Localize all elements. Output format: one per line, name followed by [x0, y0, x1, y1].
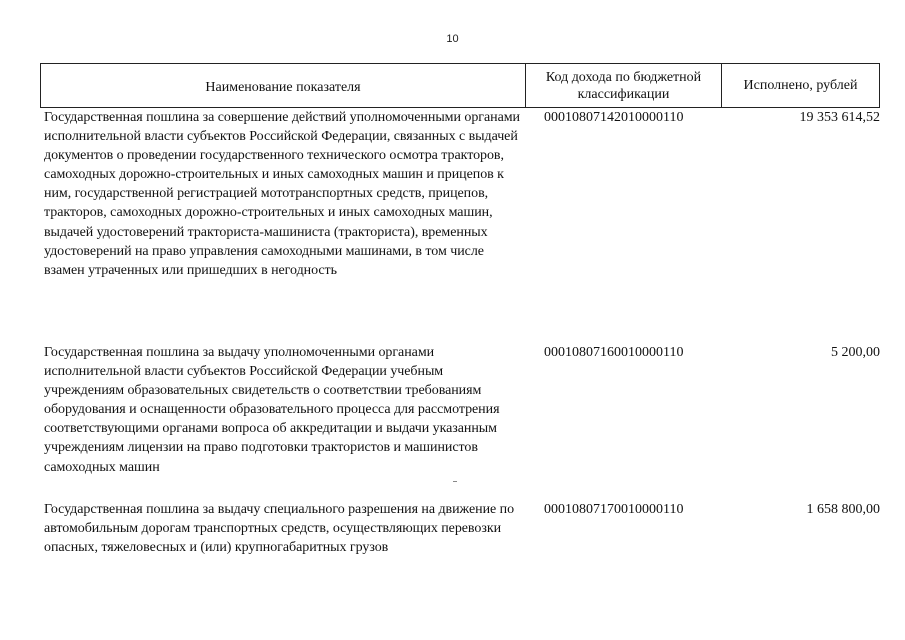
row-amount: 19 353 614,52 [799, 110, 880, 125]
table-header [40, 63, 880, 108]
header-budget-code: Код дохода по бюджетной классификации [525, 64, 722, 107]
row-description: Государственная пошлина за выдачу специального разрешения на движение по автомобильным дорогам транспортных средств, осуществляющих перевозки опасных, тяжеловесных и (или) крупногабаритных грузов [44, 502, 515, 556]
row-budget-code: 00010807170010000110 [544, 502, 684, 517]
page-number: 10 [446, 33, 459, 45]
row-amount: 1 658 800,00 [806, 502, 880, 517]
header-executed-amount: Исполнено, рублей [743, 78, 858, 93]
row-amount: 5 200,00 [831, 345, 880, 360]
row-budget-code: 00010807142010000110 [544, 110, 684, 125]
scan-speck [453, 481, 457, 482]
row-budget-code: 00010807160010000110 [544, 345, 684, 360]
row-description: Государственная пошлина за выдачу уполномоченными органами исполнительной власти субъектов Российской Федерации учебным учреждениям образовательных свидетельств о соответствии требованиям оборудования и оснащенности образовательного процесса для рассмотрения соответствующими органами вопроса об аккредитации и выдачи указанным учреждениям лицензии на право подготовки трактористов и машинистов самоходных машин [44, 345, 500, 475]
header-indicator-name: Наименование показателя [205, 80, 361, 95]
row-description: Государственная пошлина за совершение действий уполномоченными органами исполнительной власти субъектов Российской Федерации, связанных с выдачей документов о проведении государственного технического осмотра тракторов, самоходных дорожно-строительных и иных самоходных машин и прицепов к ним, государственной регистрацией мототранспортных средств, прицепов, тракторов, самоходных дорожно-строительных и иных самоходных машин, выдачей удостоверений тракториста-машиниста (тракториста), временных удостоверений на право управления самоходными машинами, в том числе взамен утраченных или пришедших в негодность [44, 110, 520, 278]
